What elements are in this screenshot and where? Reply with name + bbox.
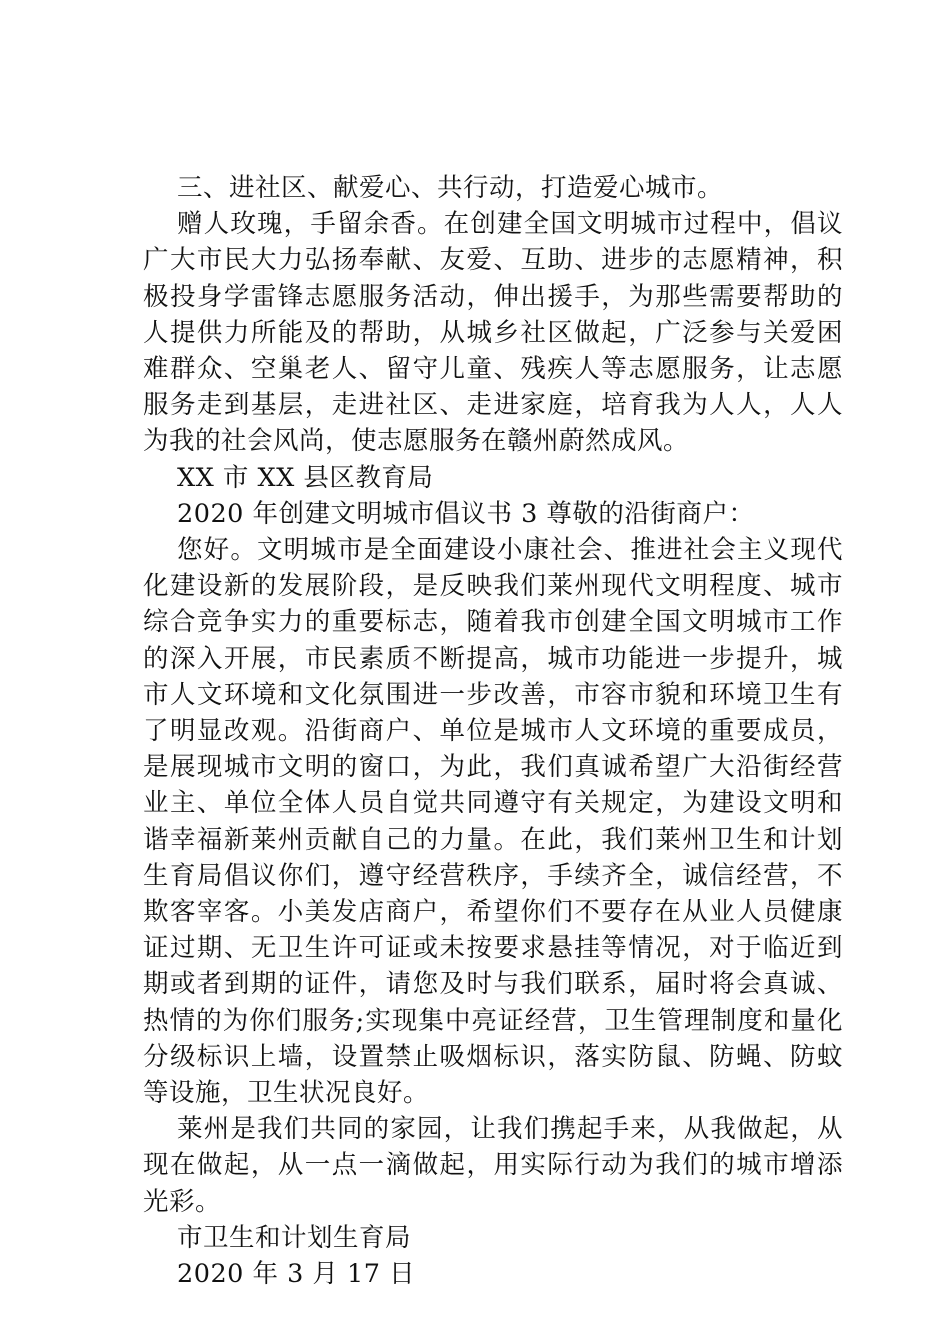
date-line: 2020 年 3 月 17 日 bbox=[177, 1259, 416, 1290]
body-paragraph: 赠人玫瑰，手留余香。在创建全国文明城市过程中，倡议广大市民大力弘扬奉献、友爱、互助、进步的志愿精神，积极投身学雷锋志愿服务活动，伸出援手，为那些需要帮助的人提供力所能及的帮助，从城乡社区做起，广泛参与关爱困难群众、空巢老人、留守儿童、残疾人等志愿服务，让志愿服务走到基层，走进社区、走进家庭，培育我为人人，人人为我的社会风尚，使志愿服务在赣州蔚然成风。 bbox=[143, 209, 843, 457]
body-paragraph: 莱州是我们共同的家园，让我们携起手来，从我做起，从现在做起，从一点一滴做起，用实际行动为我们的城市增添光彩。 bbox=[143, 1114, 843, 1217]
section-heading: 三、进社区、献爱心、共行动，打造爱心城市。 bbox=[177, 173, 724, 203]
signature-line: 市卫生和计划生育局 bbox=[177, 1222, 412, 1253]
body-paragraph: 您好。文明城市是全面建设小康社会、推进社会主义现代化建设新的发展阶段，是反映我们莱州现代文明程度、城市综合竞争实力的重要标志，随着我市创建全国文明城市工作的深入开展，市民素质不断提高，城市功能进一步提升，城市人文环境和文化氛围进一步改善，市容市貌和环境卫生有了明显改观。沿街商户、单位是城市人文环境的重要成员，是展现城市文明的窗口，为此，我们真诚希望广大沿街经营业主、单位全体人员自觉共同遵守有关规定，为建设文明和谐幸福新莱州贡献自己的力量。在此，我们莱州卫生和计划生育局倡议你们，遵守经营秩序，手续齐全，诚信经营，不欺客宰客。小美发店商户，希望你们不要存在从业人员健康证过期、无卫生许可证或未按要求悬挂等情况，对于临近到期或者到期的证件，请您及时与我们联系，届时将会真诚、热情的为你们服务;实现集中亮证经营，卫生管理制度和量化分级标识上墙，设置禁止吸烟标识，落实防鼠、防蝇、防蚊等设施，卫生状况良好。 bbox=[143, 535, 843, 1109]
letter-title: 2020 年创建文明城市倡议书 3 尊敬的沿街商户： bbox=[177, 498, 755, 529]
document-page bbox=[143, 170, 843, 1292]
signature-line: XX 市 XX 县区教育局 bbox=[177, 462, 434, 493]
